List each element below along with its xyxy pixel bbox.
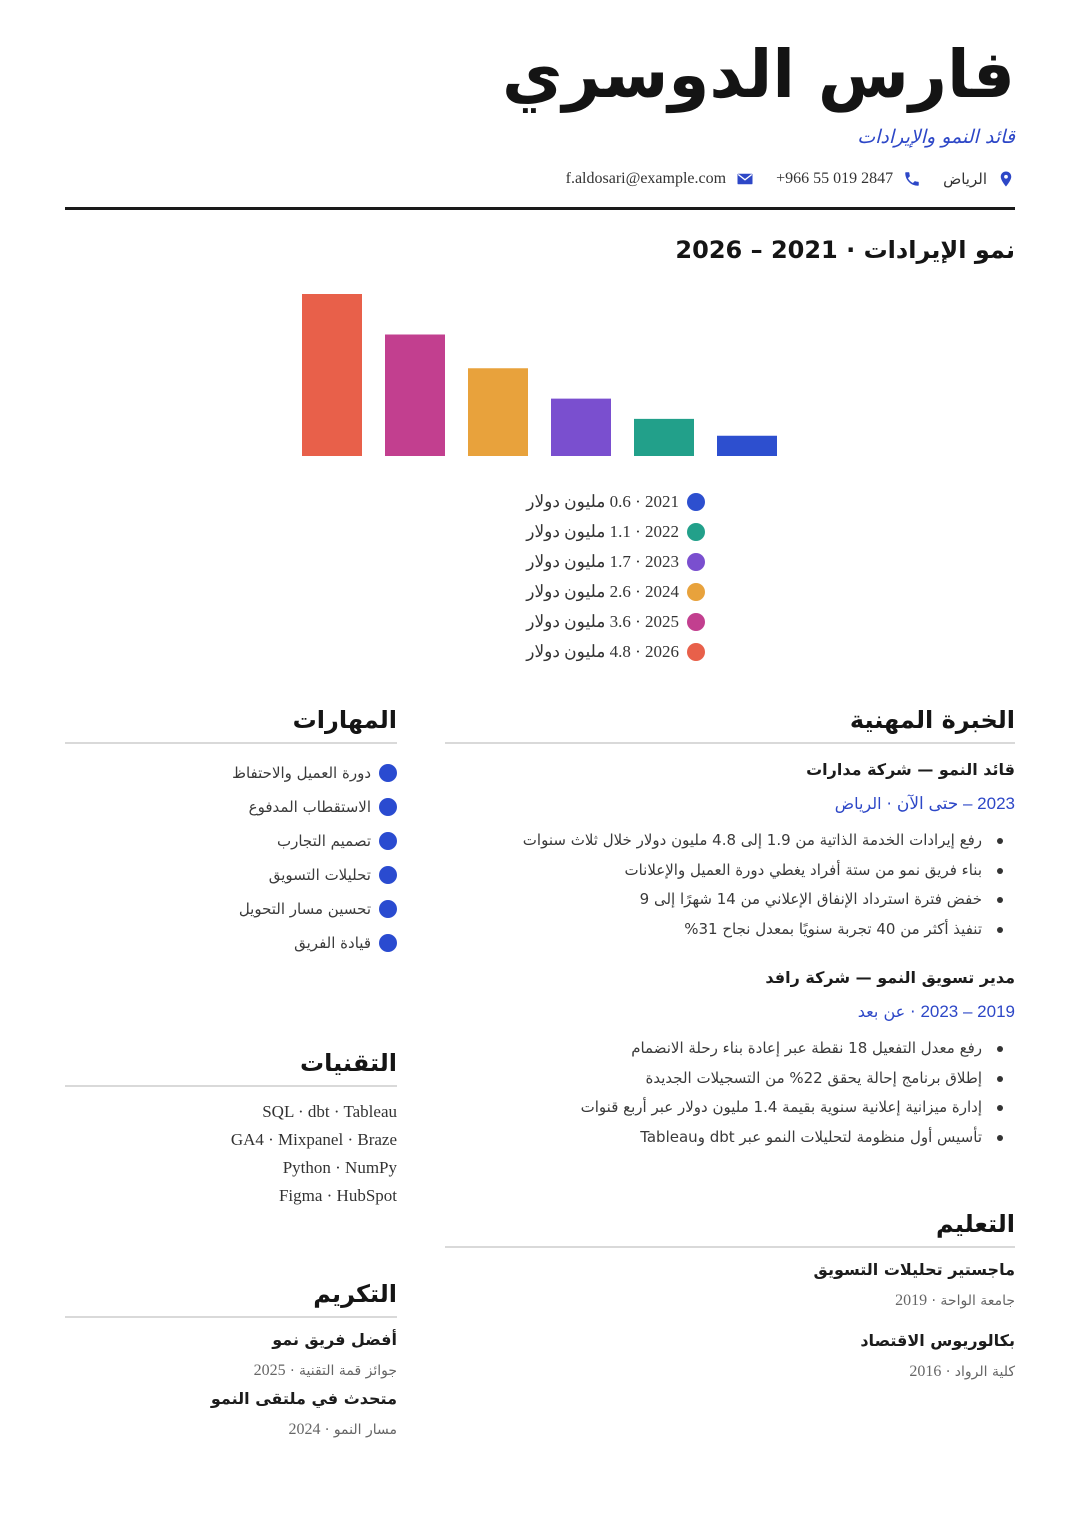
legend-swatch (687, 643, 705, 661)
tech-divider (65, 1085, 397, 1087)
education-entry-2 (860, 1331, 1015, 1385)
contact-bar (566, 170, 1015, 188)
legend-swatch (687, 613, 705, 631)
school-name: كلية الرواد (954, 1364, 1015, 1380)
bar-2023 (551, 399, 611, 456)
job-bullet: بناء فريق نمو من ستة أفراد يغطي دورة العميل والإعلانات (445, 856, 1015, 886)
job-bullets (445, 1034, 1015, 1152)
job-bullet: إدارة ميزانية إعلانية سنوية بقيمة 1.4 مليون دولار عبر أربع قنوات (445, 1093, 1015, 1123)
skills-heading: المهارات (292, 706, 397, 734)
skill-item (65, 858, 397, 892)
award-org: مسار النمو (333, 1422, 397, 1438)
award-year: 2025 (253, 1362, 286, 1379)
contact-email[interactable] (566, 170, 754, 188)
award-title: متحدث في ملتقى النمو (210, 1389, 397, 1408)
award-meta: مسار النمو · 2024 (288, 1421, 397, 1438)
skill-item (65, 756, 397, 790)
contact-location-text: الرياض (943, 170, 987, 188)
bar-2022 (634, 419, 694, 456)
bar-2025 (385, 335, 445, 457)
experience-heading: الخبرة المهنية (849, 706, 1015, 734)
skill-item (65, 892, 397, 926)
bullet-dot-icon (379, 764, 397, 782)
tech-line: GA4 · Mixpanel · Braze (230, 1130, 397, 1149)
resume-page (65, 0, 1015, 1525)
job-location: الرياض (834, 794, 882, 813)
skill-item (65, 790, 397, 824)
job-bullet: تنفيذ أكثر من 40 تجربة سنويًا بمعدل نجاح 31% (445, 915, 1015, 945)
job-title: مدير تسويق النمو — شركة رافد (765, 968, 1015, 987)
degree-meta: كلية الرواد · 2016 (909, 1363, 1015, 1380)
awards-heading: التكريم (313, 1280, 397, 1308)
bar-2026 (302, 294, 362, 456)
candidate-name: فارس الدوسري (501, 36, 1015, 113)
job-bullet: تأسيس أول منظومة لتحليلات النمو عبر dbt وTableau (445, 1123, 1015, 1153)
legend-label: 2023 · 1.7 مليون دولار (526, 552, 679, 571)
candidate-role: قائد النمو والإيرادات (857, 126, 1015, 148)
award-year: 2024 (288, 1421, 321, 1438)
bullet-dot-icon (379, 832, 397, 850)
graduation-year: 2019 (895, 1292, 928, 1309)
job-bullet: رفع إيرادات الخدمة الذاتية من 1.9 إلى 4.8 مليون دولار خلال ثلاث سنوات (445, 826, 1015, 856)
job-bullet: رفع معدل التفعيل 18 نقطة عبر إعادة بناء رحلة الانضمام (445, 1034, 1015, 1064)
location-pin-icon (997, 170, 1015, 188)
job-entry-2 (445, 968, 1015, 1152)
legend-swatch (687, 553, 705, 571)
skill-label: تصميم التجارب (276, 832, 371, 850)
revenue-bar-chart (65, 270, 1015, 470)
tech-line: Python · NumPy (282, 1158, 397, 1177)
legend-label: 2026 · 4.8 مليون دولار (526, 642, 679, 661)
skill-item (65, 926, 397, 960)
job-meta: 2019 – 2023 · عن بعد (857, 1002, 1015, 1021)
skill-item (65, 824, 397, 858)
contact-phone-text: +966 55 019 2847 (776, 170, 894, 187)
contact-email-text: f.aldosari@example.com (565, 170, 727, 187)
job-entry-1 (445, 760, 1015, 944)
job-period: 2019 – 2023 (920, 1002, 1015, 1021)
legend-label: 2022 · 1.1 مليون دولار (526, 522, 679, 541)
legend-label: 2024 · 2.6 مليون دولار (526, 582, 679, 601)
envelope-icon (736, 170, 754, 188)
job-bullet: إطلاق برنامج إحالة يحقق 22% من التسجيلات الجديدة (445, 1064, 1015, 1094)
award-entry-2 (65, 1389, 397, 1443)
legend-swatch (687, 493, 705, 511)
degree-title: ماجستير تحليلات التسويق (813, 1260, 1015, 1279)
tech-list (65, 1098, 397, 1210)
phone-icon (903, 170, 921, 188)
skills-list (65, 756, 397, 960)
bullet-dot-icon (379, 900, 397, 918)
job-bullets (445, 826, 1015, 944)
job-title: قائد النمو — شركة مدارات (806, 760, 1015, 779)
education-entry-1 (814, 1260, 1015, 1314)
skill-label: دورة العميل والاحتفاظ (232, 764, 371, 782)
legend-item (525, 547, 705, 577)
skill-label: الاستقطاب المدفوع (248, 798, 371, 816)
skill-label: تحليلات التسويق (268, 866, 371, 884)
award-org: جوائز قمة التقنية (298, 1363, 397, 1379)
award-entry-1 (65, 1330, 397, 1384)
legend-item (525, 517, 705, 547)
job-meta: 2023 – حتى الآن · الرياض (834, 794, 1015, 813)
job-location: عن بعد (857, 1002, 906, 1021)
skill-label: قيادة الفريق (294, 934, 371, 952)
skill-label: تحسين مسار التحويل (238, 900, 371, 918)
tech-heading: التقنيات (299, 1049, 397, 1077)
bullet-dot-icon (379, 934, 397, 952)
degree-meta: جامعة الواحة · 2019 (895, 1292, 1015, 1309)
contact-location (943, 170, 1015, 188)
legend-label: 2025 · 3.6 مليون دولار (526, 612, 679, 631)
job-bullet: خفض فترة استرداد الإنفاق الإعلاني من 14 شهرًا إلى 9 (445, 885, 1015, 915)
bar-2021 (717, 436, 777, 456)
legend-swatch (687, 583, 705, 601)
skills-divider (65, 742, 397, 744)
bullet-dot-icon (379, 866, 397, 884)
awards-divider (65, 1316, 397, 1318)
legend-item (525, 607, 705, 637)
bar-2024 (468, 368, 528, 456)
job-period: 2023 – حتى الآن (896, 794, 1015, 813)
experience-divider (445, 742, 1015, 744)
chart-title: نمو الإيرادات · 2021 – 2026 (675, 236, 1015, 264)
school-name: جامعة الواحة (940, 1293, 1015, 1309)
header-divider (65, 207, 1015, 210)
chart-legend (525, 487, 705, 667)
graduation-year: 2016 (909, 1363, 942, 1380)
education-divider (445, 1246, 1015, 1248)
legend-item (525, 637, 705, 667)
education-heading: التعليم (936, 1210, 1015, 1238)
tech-line: SQL · dbt · Tableau (262, 1102, 397, 1121)
tech-line: Figma · HubSpot (278, 1186, 397, 1205)
legend-swatch (687, 523, 705, 541)
award-meta: جوائز قمة التقنية · 2025 (253, 1362, 397, 1379)
legend-label: 2021 · 0.6 مليون دولار (526, 492, 679, 511)
legend-item (525, 487, 705, 517)
bullet-dot-icon (379, 798, 397, 816)
contact-phone[interactable] (776, 170, 921, 188)
degree-title: بكالوريوس الاقتصاد (860, 1331, 1015, 1350)
legend-item (525, 577, 705, 607)
award-title: أفضل فريق نمو (272, 1330, 397, 1349)
